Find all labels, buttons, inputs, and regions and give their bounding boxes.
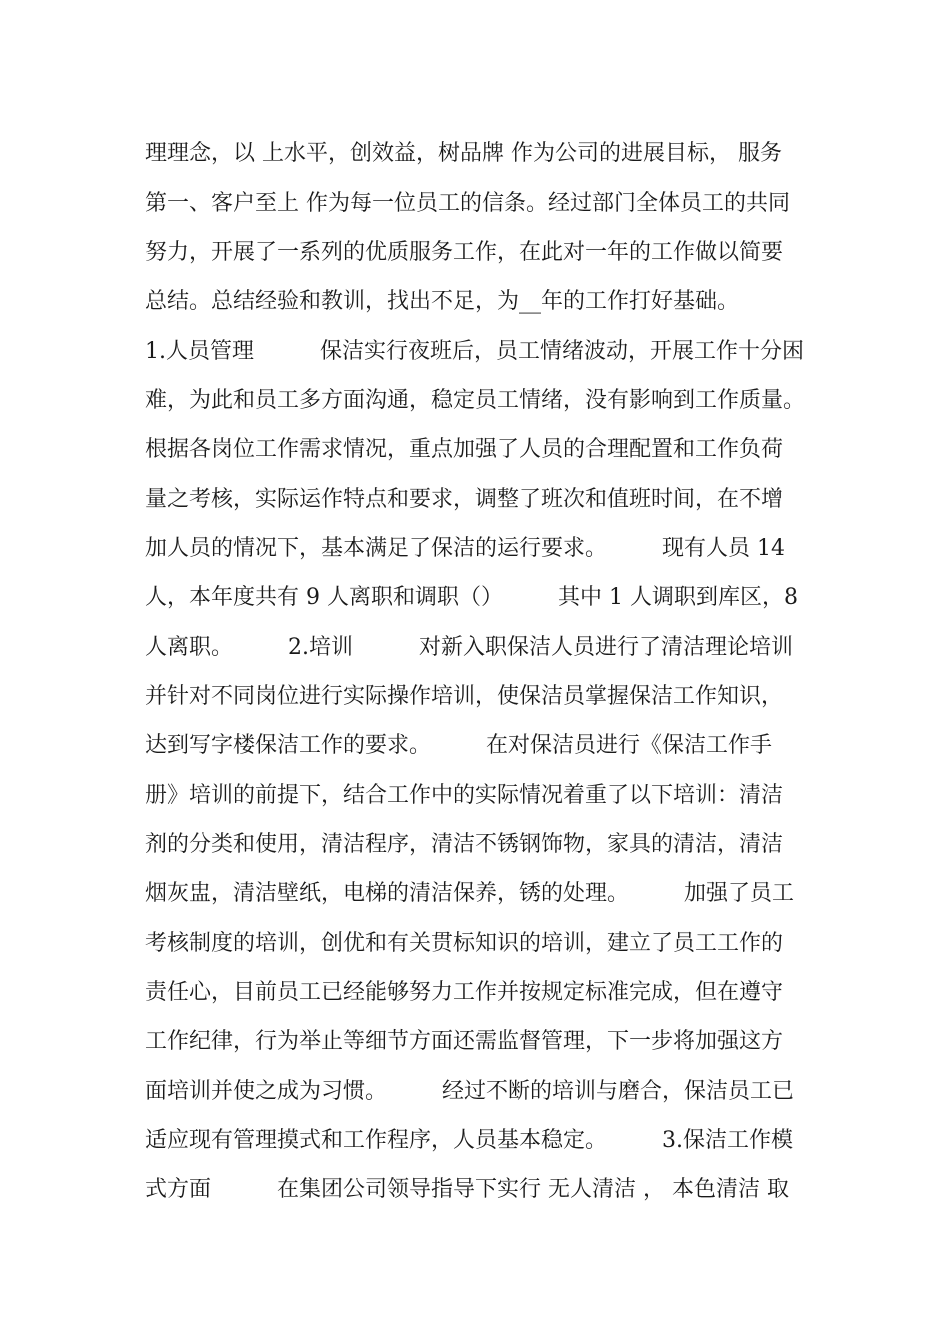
text-line: 式方面 在集团公司领导指导下实行 无人清洁 ， 本色清洁 取 (145, 1177, 789, 1202)
text-line: 总结。总结经验和教训，找出不足，为__年的工作打好基础。 (145, 289, 740, 314)
text-line: 达到写字楼保洁工作的要求。 在对保洁员进行《保洁工作手 (145, 733, 773, 758)
text-line: 面培训并使之成为习惯。 经过不断的培训与磨合，保洁员工已 (145, 1079, 795, 1104)
text-line: 根据各岗位工作需求情况，重点加强了人员的合理配置和工作负荷 (145, 437, 784, 462)
text-line: 并针对不同岗位进行实际操作培训，使保洁员掌握保洁工作知识， (145, 684, 784, 709)
text-line: 理理念，以 上水平，创效益，树品牌 作为公司的进展目标， 服务 (145, 141, 782, 166)
text-line: 考核制度的培训，创优和有关贯标知识的培训，建立了员工工作的 (145, 931, 784, 956)
text-line: 第一、客户至上 作为每一位员工的信条。经过部门全体员工的共同 (145, 191, 790, 216)
text-line: 剂的分类和使用，清洁程序，清洁不锈钢饰物，家具的清洁，清洁 (145, 832, 784, 857)
text-line: 工作纪律，行为举止等细节方面还需监督管理，下一步将加强这方 (145, 1029, 784, 1054)
text-line: 适应现有管理摸式和工作程序，人员基本稳定。 3.保洁工作模 (145, 1128, 793, 1153)
text-line: 烟灰盅，清洁壁纸，电梯的清洁保养，锈的处理。 加强了员工 (145, 881, 795, 906)
text-line: 册》培训的前提下，结合工作中的实际情况着重了以下培训：清洁 (145, 783, 784, 808)
text-line: 责任心，目前员工已经能够努力工作并按规定标准完成，但在遵守 (145, 980, 784, 1005)
text-line: 努力，开展了一系列的优质服务工作，在此对一年的工作做以简要 (145, 240, 784, 265)
text-line: 人，本年度共有 9 人离职和调职（） 其中 1 人调职到库区，8 (145, 585, 798, 610)
text-line: 难，为此和员工多方面沟通，稳定员工情绪，没有影响到工作质量。 (145, 388, 806, 413)
text-line: 1.人员管理 保洁实行夜班后，员工情绪波动，开展工作十分困 (145, 339, 804, 364)
text-line: 加人员的情况下，基本满足了保洁的运行要求。 现有人员 14 (145, 536, 785, 561)
text-line: 量之考核，实际运作特点和要求，调整了班次和值班时间，在不增 (145, 487, 784, 512)
text-line: 人离职。 2.培训 对新入职保洁人员进行了清洁理论培训 (145, 635, 793, 660)
